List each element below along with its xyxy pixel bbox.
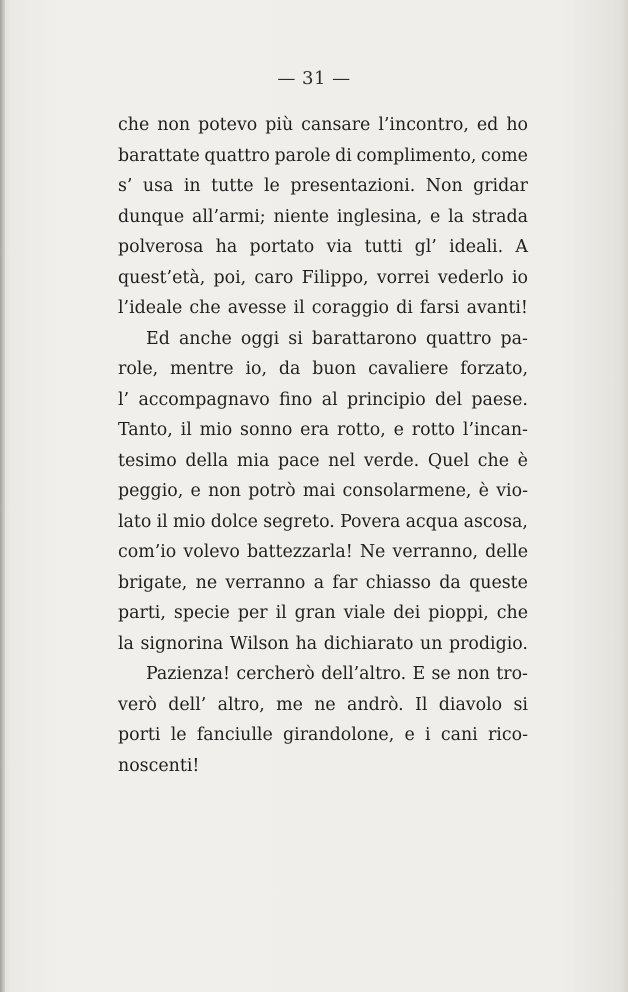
word: non	[208, 481, 241, 501]
text-line	[118, 324, 528, 355]
word: si	[513, 694, 528, 715]
word: gridar	[473, 176, 528, 196]
paragraph	[118, 110, 528, 324]
word: farsi	[419, 298, 460, 318]
word: potrò	[248, 481, 296, 501]
word: usa	[142, 176, 174, 196]
word: dell’	[168, 694, 207, 715]
word: ne	[195, 572, 218, 593]
text-line	[118, 110, 528, 141]
word: verde.	[363, 450, 420, 471]
word: Non	[425, 176, 463, 196]
text-line	[118, 354, 528, 385]
text-line	[118, 659, 528, 690]
word: e	[430, 206, 441, 227]
word: l’incan-	[462, 420, 528, 440]
word: nel	[328, 450, 356, 471]
word: inglesina,	[336, 206, 423, 227]
word: pioppi,	[428, 603, 489, 623]
word: pace	[277, 450, 320, 471]
word: quattro	[204, 145, 270, 166]
paragraph	[118, 324, 528, 660]
text-line	[118, 446, 528, 477]
word: consolarmene,	[342, 481, 472, 501]
word: role,	[118, 359, 159, 379]
word: barattarono	[311, 328, 417, 349]
text-line	[118, 232, 528, 263]
word: da	[439, 572, 461, 593]
word: vorrei	[376, 267, 430, 288]
word: le	[170, 725, 187, 745]
word: A	[515, 237, 528, 257]
word: accompagnavo	[138, 389, 270, 410]
word: prodigio.	[448, 633, 528, 654]
word: per	[237, 603, 268, 623]
text-line	[118, 415, 528, 446]
word: caro	[254, 267, 294, 288]
page-number: — 31 —	[277, 68, 351, 89]
word: barattate	[118, 145, 200, 166]
word: è	[478, 481, 489, 501]
word: gl’	[414, 237, 437, 257]
word: si	[288, 328, 303, 349]
word: è	[517, 450, 528, 471]
word: Povera	[340, 511, 401, 532]
word: altro,	[217, 694, 265, 715]
word: cercherò	[236, 664, 315, 684]
word: brigate,	[118, 572, 188, 593]
text-line	[118, 141, 528, 172]
word: più	[265, 115, 294, 135]
word: era	[300, 420, 330, 440]
word: l’	[118, 389, 130, 410]
word: anche	[178, 328, 232, 349]
word: principio	[347, 389, 426, 410]
word: dichiarato	[323, 633, 414, 654]
word: e	[404, 725, 415, 745]
word: fino	[279, 389, 313, 410]
word: mentre	[170, 359, 234, 379]
word: e	[393, 420, 404, 440]
word: Filippo,	[301, 267, 369, 288]
word: queste	[469, 572, 528, 593]
word: sonno	[240, 420, 293, 440]
text-line	[118, 507, 528, 538]
word: Ed	[146, 328, 170, 349]
word: forzato,	[460, 359, 528, 379]
word: gran	[294, 603, 336, 623]
word: noscenti!	[118, 755, 200, 776]
word: in	[183, 176, 201, 196]
word: che	[189, 298, 221, 318]
text-line	[118, 293, 528, 324]
word: Tanto,	[118, 420, 173, 440]
body-text	[118, 110, 528, 781]
word: volevo	[183, 542, 240, 562]
word: la	[118, 633, 134, 654]
text-line	[118, 629, 528, 660]
word: quest’età,	[118, 267, 206, 288]
text-line	[118, 690, 528, 721]
word: di	[396, 298, 413, 318]
word: fanciulle	[196, 725, 273, 745]
word: signorina	[140, 633, 224, 654]
word: paese.	[471, 389, 528, 410]
word: Quel	[427, 450, 470, 471]
word: parole	[274, 145, 331, 166]
word: andrò.	[347, 694, 404, 715]
word: se	[431, 664, 451, 684]
word: da	[278, 359, 301, 379]
word: mio	[199, 420, 233, 440]
word: tro-	[496, 664, 528, 684]
word: ideali.	[449, 237, 504, 257]
word: ha	[215, 237, 238, 257]
word: al	[321, 389, 338, 410]
word: poi,	[213, 267, 247, 288]
word: dunque	[118, 206, 185, 227]
word: complimento,	[356, 145, 477, 166]
word: vederlo	[437, 267, 504, 288]
word: com’io	[118, 542, 177, 562]
word: dei	[393, 603, 421, 623]
word: il	[275, 603, 287, 623]
word: buon	[312, 359, 357, 379]
word: potevo	[198, 115, 258, 135]
word: verranno,	[392, 542, 479, 562]
word: e	[190, 481, 201, 501]
word: acqua	[405, 511, 459, 532]
word: verranno	[225, 572, 306, 593]
word: ne	[314, 694, 336, 715]
text-line	[118, 476, 528, 507]
word: tutte	[211, 176, 254, 196]
word: quattro	[425, 328, 492, 349]
text-line	[118, 263, 528, 294]
word: oggi	[240, 328, 280, 349]
word: girandolone,	[283, 725, 395, 745]
word: tesimo	[118, 450, 177, 471]
word: diavolo	[438, 694, 503, 715]
word: non	[157, 115, 191, 135]
word: polverosa	[118, 237, 204, 257]
word: portato	[249, 237, 315, 257]
word: i	[425, 725, 431, 745]
text-line	[118, 751, 528, 782]
word: rico-	[487, 725, 528, 745]
word: verò	[118, 694, 157, 715]
word: il	[180, 420, 192, 440]
word: rotto	[411, 420, 456, 440]
word: parti,	[118, 603, 166, 623]
word: del	[435, 389, 463, 410]
word: che	[118, 115, 150, 135]
word: che	[496, 603, 528, 623]
word: mai	[302, 481, 336, 501]
word: io,	[245, 359, 267, 379]
word: Pazienza!	[146, 664, 231, 684]
word: la	[448, 206, 465, 227]
word: di	[335, 145, 352, 166]
word: a	[313, 572, 325, 593]
word: presentazioni.	[290, 176, 416, 196]
word: chiasso	[365, 572, 431, 593]
text-line	[118, 202, 528, 233]
word: me	[276, 694, 303, 715]
word: Ne	[359, 542, 386, 562]
word: mia	[236, 450, 270, 471]
word: l’incontro,	[378, 115, 469, 135]
word: far	[332, 572, 358, 593]
word: ed	[476, 115, 499, 135]
word: via	[326, 237, 353, 257]
page-spine-shadow	[0, 0, 5, 992]
word: s’	[118, 176, 133, 196]
text-line	[118, 171, 528, 202]
paragraph	[118, 659, 528, 781]
text-line	[118, 385, 528, 416]
word: E	[412, 664, 426, 684]
word: segreto.	[263, 511, 335, 532]
word: Il	[415, 694, 428, 715]
word: Wilson	[229, 633, 290, 654]
word: dolce	[210, 511, 258, 532]
word: tutti	[364, 237, 403, 257]
word: mio	[172, 511, 206, 532]
word: le	[264, 176, 280, 196]
text-line	[118, 568, 528, 599]
word: della	[185, 450, 229, 471]
word: che	[477, 450, 509, 471]
word: dell’altro.	[321, 664, 407, 684]
word: all’armi;	[192, 206, 266, 227]
text-line	[118, 720, 528, 751]
word: battezzarla!	[247, 542, 353, 562]
word: il	[156, 511, 168, 532]
word: rotto,	[337, 420, 386, 440]
word: il	[293, 298, 305, 318]
word: specie	[173, 603, 230, 623]
word: cavaliere	[368, 359, 449, 379]
word: strada	[471, 206, 528, 227]
word: pa-	[500, 328, 528, 349]
word: io	[511, 267, 528, 288]
word: ha	[295, 633, 318, 654]
word: come	[480, 145, 528, 166]
word: lato	[118, 511, 152, 532]
word: niente	[273, 206, 329, 227]
word: peggio,	[118, 481, 184, 501]
text-line	[118, 537, 528, 568]
word: delle	[485, 542, 528, 562]
text-line	[118, 598, 528, 629]
word: cansare	[301, 115, 371, 135]
word: porti	[118, 725, 161, 745]
word: viale	[343, 603, 386, 623]
word: avesse	[227, 298, 287, 318]
word: ho	[506, 115, 528, 135]
word: coraggio	[311, 298, 389, 318]
word: vio-	[496, 481, 528, 501]
word: un	[420, 633, 443, 654]
word: cani	[440, 725, 478, 745]
word: l’ideale	[118, 298, 183, 318]
word: avanti!	[466, 298, 528, 318]
word: non	[457, 664, 490, 684]
word: ascosa,	[463, 511, 528, 532]
